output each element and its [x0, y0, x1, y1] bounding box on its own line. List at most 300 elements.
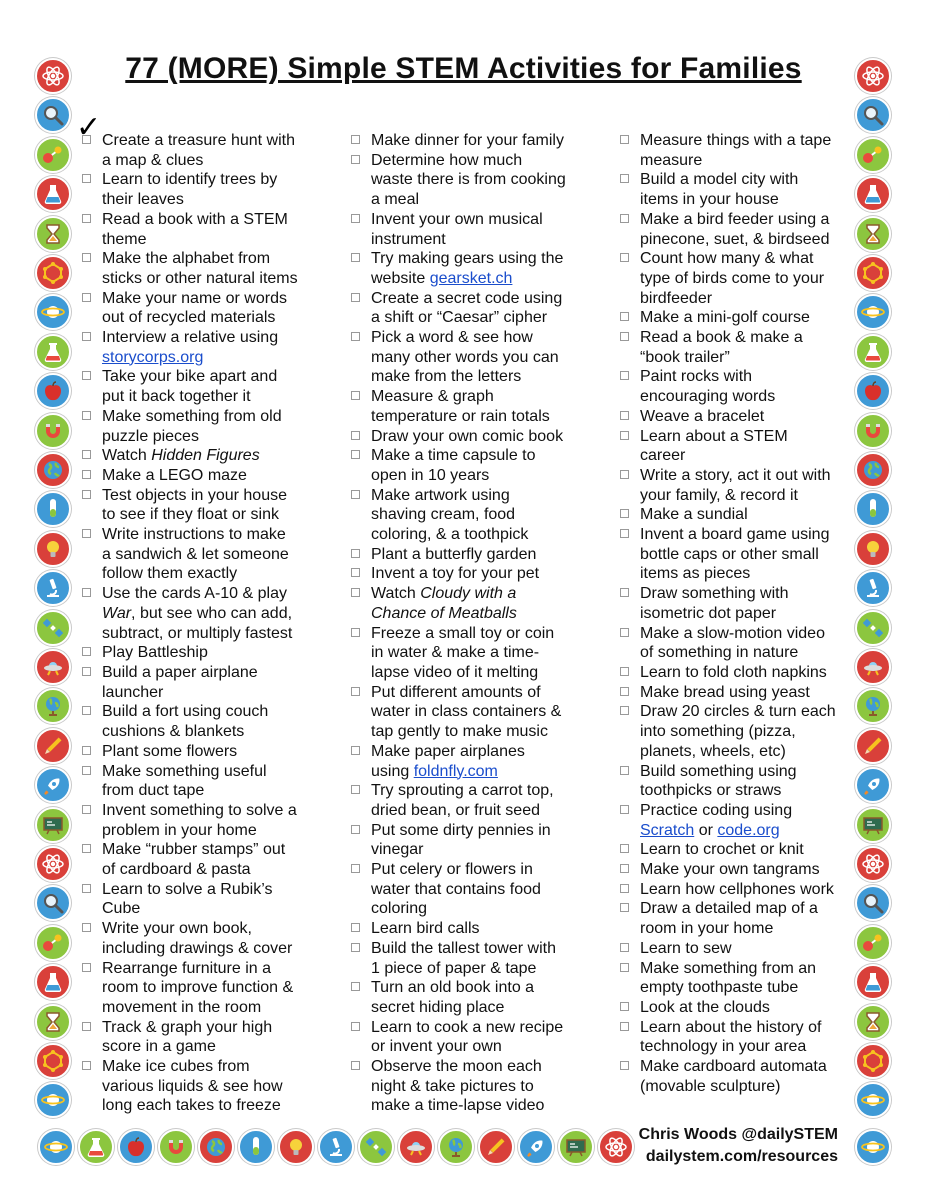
activity-item [349, 328, 601, 387]
activity-item [618, 407, 866, 427]
molecule-icon [855, 137, 891, 173]
activity-item [349, 683, 601, 742]
hourglass-icon [35, 216, 71, 252]
rocket-icon [855, 767, 891, 803]
checkbox[interactable] [82, 174, 91, 183]
magnifier-icon [35, 97, 71, 133]
checkbox[interactable] [82, 490, 91, 499]
checkbox[interactable] [351, 450, 360, 459]
activity-item [618, 328, 866, 367]
activity-text: water that contains food [371, 880, 541, 898]
activity-text: Build a fort using couch [102, 703, 269, 721]
planet-icon [38, 1129, 74, 1165]
activity-item [80, 643, 330, 663]
atom-icon [855, 846, 891, 882]
checkbox[interactable] [351, 864, 360, 873]
chalkboard-icon [855, 807, 891, 843]
checkbox[interactable] [82, 411, 91, 420]
activity-text: a shift or “Caesar” cipher [371, 309, 548, 327]
checkbox[interactable] [620, 312, 629, 321]
activity-text: your family, & record it [640, 486, 798, 504]
checkbox[interactable] [351, 293, 360, 302]
checkbox[interactable] [351, 628, 360, 637]
hourglass-icon [855, 1004, 891, 1040]
activity-item [80, 584, 330, 643]
checkbox[interactable] [620, 706, 629, 715]
activity-text: Draw something with [640, 585, 789, 603]
activity-text: measure [640, 151, 703, 169]
activity-text: a sandwich & let someone [102, 545, 289, 563]
activity-text: Draw 20 circles & turn each [640, 703, 836, 721]
activity-text: their leaves [102, 191, 184, 209]
checkbox[interactable] [82, 332, 91, 341]
checkbox[interactable] [620, 1002, 629, 1011]
checkbox[interactable] [620, 332, 629, 341]
checkbox[interactable] [351, 253, 360, 262]
activity-item [618, 939, 866, 959]
checkbox[interactable] [620, 214, 629, 223]
activity-item [80, 466, 330, 486]
satellite-icon [35, 610, 71, 646]
activity-text: Scratch or code.org [640, 821, 780, 839]
apple-icon [855, 373, 891, 409]
checkbox[interactable] [82, 214, 91, 223]
checkbox[interactable] [620, 253, 629, 262]
microscope-icon [318, 1129, 354, 1165]
checkbox[interactable] [351, 391, 360, 400]
checkbox[interactable] [82, 293, 91, 302]
activity-text: Try making gears using the [371, 250, 564, 268]
checkbox[interactable] [620, 588, 629, 597]
activity-text: launcher [102, 683, 164, 701]
pencil-icon [855, 728, 891, 764]
activity-text: Make paper airplanes [371, 742, 525, 760]
activity-item [80, 249, 330, 288]
activity-text: Play Battleship [102, 644, 208, 662]
activity-text: Create a secret code using [371, 289, 563, 307]
checkbox[interactable] [351, 549, 360, 558]
activity-text: including drawings & cover [102, 939, 293, 957]
checkbox[interactable] [351, 943, 360, 952]
checkbox[interactable] [82, 1061, 91, 1070]
checkbox[interactable] [351, 588, 360, 597]
checkbox[interactable] [620, 371, 629, 380]
activity-text: Make artwork using [371, 486, 510, 504]
ufo-icon [35, 649, 71, 685]
activity-text: Invent something to solve a [102, 801, 297, 819]
checkbox[interactable] [620, 903, 629, 912]
activity-item [349, 151, 601, 210]
ufo-icon [398, 1129, 434, 1165]
activity-text: problem in your home [102, 821, 257, 839]
activity-text: follow them exactly [102, 565, 238, 583]
activity-item [618, 683, 866, 703]
activity-item [80, 762, 330, 801]
magnifier-icon [35, 885, 71, 921]
checkbox[interactable] [351, 746, 360, 755]
activity-text: Learn to sew [640, 939, 732, 957]
activity-text: Take your bike apart and [102, 368, 278, 386]
activity-text: out of recycled materials [102, 309, 276, 327]
world-icon [35, 688, 71, 724]
lightbulb-icon [855, 531, 891, 567]
activity-text: long each takes to freeze [102, 1097, 281, 1115]
activity-text: Learn bird calls [371, 920, 480, 938]
activity-text: lapse video of it melting [371, 663, 539, 681]
magnet-icon [855, 413, 891, 449]
atom-icon [35, 846, 71, 882]
magnet-icon [158, 1129, 194, 1165]
activity-text: Make “rubber stamps” out [102, 841, 286, 859]
activity-text: Make dinner for your family [371, 132, 564, 149]
checkbox[interactable] [351, 923, 360, 932]
activity-text: Make a slow-motion video [640, 624, 825, 642]
activity-text: puzzle pieces [102, 427, 199, 445]
checkbox[interactable] [82, 1022, 91, 1031]
atom-icon [598, 1129, 634, 1165]
activity-item [349, 564, 601, 584]
activity-item [618, 249, 866, 308]
chalkboard-icon [558, 1129, 594, 1165]
activity-text: Draw a detailed map of a [640, 900, 818, 918]
checkbox[interactable] [82, 706, 91, 715]
activity-text: Paint rocks with [640, 368, 753, 386]
activity-text: sticks or other natural items [102, 269, 298, 287]
link[interactable]: storycorps.org [102, 348, 204, 366]
checkbox[interactable] [620, 884, 629, 893]
checkbox[interactable] [620, 431, 629, 440]
activity-text: water in class containers & [371, 703, 562, 721]
flask-icon [855, 964, 891, 1000]
checkbox[interactable] [82, 588, 91, 597]
globe-icon [198, 1129, 234, 1165]
atom-icon [35, 58, 71, 94]
molecule-icon [855, 925, 891, 961]
activity-text: Make ice cubes from [102, 1058, 250, 1076]
world-icon [438, 1129, 474, 1165]
activity-text [102, 349, 203, 366]
activity-item [349, 939, 601, 978]
link[interactable]: gearsket.ch [429, 269, 513, 287]
network-icon [35, 255, 71, 291]
activity-text: Track & graph your high [102, 1018, 273, 1036]
activity-text: Use the cards A-10 & play [102, 585, 287, 603]
checkbox[interactable] [82, 923, 91, 932]
checkbox[interactable] [620, 963, 629, 972]
activity-text: Plant some flowers [102, 742, 238, 760]
activity-item [618, 525, 866, 584]
activity-text: Test objects in your house [102, 486, 287, 504]
activity-text: Turn an old book into a [371, 979, 535, 997]
activity-item [80, 959, 330, 1018]
activity-text: (movable sculpture) [640, 1077, 781, 1095]
activity-text: of something in nature [640, 644, 799, 662]
activity-item [80, 663, 330, 702]
activity-text: Invent a toy for your pet [371, 565, 540, 583]
checkbox[interactable] [620, 687, 629, 696]
activity-text: coloring [371, 900, 428, 918]
activity-text: a meal [371, 191, 420, 209]
checkbox[interactable] [82, 766, 91, 775]
activity-text: Plant a butterfly garden [371, 545, 537, 563]
checkbox[interactable] [351, 155, 360, 164]
checkbox[interactable] [82, 253, 91, 262]
activity-text: room to improve function & [102, 979, 294, 997]
activity-text: Make a time capsule to [371, 447, 536, 465]
network-icon [35, 1043, 71, 1079]
activity-text: put it back together it [102, 388, 251, 406]
activity-item [80, 525, 330, 584]
checkbox[interactable] [82, 529, 91, 538]
checkbox[interactable] [351, 135, 360, 144]
activity-item [618, 1018, 866, 1057]
activity-text: Learn to cook a new recipe [371, 1018, 564, 1036]
link[interactable]: foldnfly.com [413, 762, 498, 780]
activity-text: Invent a board game using [640, 526, 830, 544]
activity-text: Build a paper airplane [102, 663, 258, 681]
test-tube-icon [35, 491, 71, 527]
italic-title: War [102, 604, 132, 622]
ufo-icon [855, 649, 891, 685]
activity-item [349, 624, 601, 683]
activity-text: Build something using [640, 762, 797, 780]
activity-column-1 [76, 110, 330, 1116]
activity-item [349, 1057, 601, 1116]
activity-text: Make your name or words [102, 289, 287, 307]
activity-text: Watch Cloudy with a [371, 585, 517, 603]
test-tube-icon [855, 491, 891, 527]
activity-text: Read a book with a STEM [102, 210, 288, 228]
link[interactable]: code.org [717, 821, 780, 839]
activity-text: Make the alphabet from [102, 250, 271, 268]
activity-text: Draw your own comic book [371, 427, 564, 445]
activity-text [371, 605, 517, 622]
lightbulb-icon [278, 1129, 314, 1165]
activity-item [618, 840, 866, 860]
checkbox[interactable] [82, 450, 91, 459]
activity-text: Write a story, act it out with [640, 466, 831, 484]
network-icon [855, 1043, 891, 1079]
activity-text: make from the letters [371, 368, 522, 386]
activity-text: Observe the moon each [371, 1058, 542, 1076]
activity-item [618, 998, 866, 1018]
checkbox[interactable] [82, 963, 91, 972]
checkbox[interactable] [620, 805, 629, 814]
activity-item [349, 387, 601, 426]
checkbox[interactable] [351, 568, 360, 577]
checkbox[interactable] [620, 135, 629, 144]
activity-text: waste there is from cooking [371, 171, 566, 189]
planet-icon [35, 1082, 71, 1118]
activity-item [618, 505, 866, 525]
activity-item [349, 545, 601, 565]
activity-item [618, 170, 866, 209]
checkbox[interactable] [82, 470, 91, 479]
checkbox[interactable] [82, 844, 91, 853]
activity-item [349, 427, 601, 447]
activity-item [80, 367, 330, 406]
activity-text: Make a sundial [640, 506, 748, 524]
activity-item [618, 702, 866, 761]
activity-text: Invent your own musical [371, 210, 543, 228]
apple-icon [35, 373, 71, 409]
activity-text: Make bread using yeast [640, 683, 810, 701]
activity-item [349, 289, 601, 328]
activity-text: Read a book & make a [640, 329, 803, 347]
beaker-icon [35, 334, 71, 370]
activity-text: theme [102, 230, 147, 248]
activity-item [618, 860, 866, 880]
activity-item [80, 407, 330, 446]
planet-icon [855, 1129, 891, 1165]
molecule-icon [35, 137, 71, 173]
checkbox[interactable] [82, 805, 91, 814]
checkbox[interactable] [620, 174, 629, 183]
activity-text: vinegar [371, 841, 424, 859]
activity-item [349, 781, 601, 820]
checkbox[interactable] [351, 214, 360, 223]
hourglass-icon [35, 1004, 71, 1040]
checkbox[interactable] [351, 431, 360, 440]
activity-item [349, 446, 601, 485]
checkbox[interactable] [351, 1022, 360, 1031]
checkbox[interactable] [620, 1061, 629, 1070]
checkbox[interactable] [82, 371, 91, 380]
activity-text: a map & clues [102, 151, 204, 169]
activity-text: items as pieces [640, 565, 751, 583]
activity-text: instrument [371, 230, 446, 248]
activity-column-2 [349, 131, 601, 1116]
checkbox[interactable] [351, 687, 360, 696]
activity-text: Look at the clouds [640, 998, 770, 1016]
activity-item [618, 367, 866, 406]
checkbox[interactable] [620, 844, 629, 853]
activity-item [80, 919, 330, 958]
checkbox[interactable] [620, 864, 629, 873]
checkbox[interactable] [620, 470, 629, 479]
activity-text: or invent your own [371, 1038, 502, 1056]
beaker-icon [78, 1129, 114, 1165]
activity-item [618, 210, 866, 249]
checkbox[interactable] [351, 1061, 360, 1070]
magnifier-icon [855, 885, 891, 921]
checkbox[interactable] [351, 490, 360, 499]
activity-text: Write instructions to make [102, 526, 286, 544]
checkbox[interactable] [351, 332, 360, 341]
activity-text: empty toothpaste tube [640, 979, 799, 997]
checkbox[interactable] [620, 628, 629, 637]
activity-text: type of birds come to your [640, 269, 825, 287]
magnifier-icon [855, 97, 891, 133]
activity-item [618, 131, 866, 170]
activity-item [80, 702, 330, 741]
checkbox[interactable] [82, 884, 91, 893]
italic-title: Hidden Figures [151, 447, 260, 465]
activity-text: Make a LEGO maze [102, 466, 247, 484]
activity-text: website gearsket.ch [371, 269, 513, 287]
checkbox[interactable] [351, 825, 360, 834]
activity-item [349, 486, 601, 545]
apple-icon [118, 1129, 154, 1165]
activity-text: Learn to identify trees by [102, 171, 278, 189]
activity-text: Measure & graph [371, 388, 494, 406]
activity-item [618, 1057, 866, 1096]
activity-text: Pick a word & see how [371, 329, 533, 347]
checkbox[interactable] [82, 746, 91, 755]
activity-text: tap gently to make music [371, 723, 548, 741]
checkbox[interactable] [620, 529, 629, 538]
activity-text: Build the tallest tower with [371, 939, 556, 957]
checkbox[interactable] [620, 1022, 629, 1031]
flask-icon [855, 176, 891, 212]
satellite-icon [855, 610, 891, 646]
activity-item [349, 210, 601, 249]
activity-text: temperature or rain totals [371, 407, 550, 425]
checkbox[interactable] [82, 647, 91, 656]
rocket-icon [518, 1129, 554, 1165]
globe-icon [855, 452, 891, 488]
activity-text: of cardboard & pasta [102, 861, 251, 879]
activity-text: movement in the room [102, 998, 262, 1016]
activity-item [349, 821, 601, 860]
checkbox[interactable] [620, 766, 629, 775]
link[interactable]: Scratch [640, 821, 695, 839]
planet-icon [855, 294, 891, 330]
activity-text: using foldnfly.com [371, 762, 498, 780]
italic-title: Chance of Meatballs [371, 604, 517, 622]
activity-text: Make cardboard automata [640, 1058, 827, 1076]
activity-item [618, 584, 866, 623]
planet-icon [35, 294, 71, 330]
activity-text: many other words you can [371, 348, 559, 366]
activity-item [80, 486, 330, 525]
flask-icon [35, 176, 71, 212]
activity-text: Build a model city with [640, 171, 799, 189]
activity-text: Count how many & what [640, 250, 814, 268]
world-icon [855, 688, 891, 724]
checkbox[interactable] [620, 411, 629, 420]
activity-text: career [640, 447, 686, 465]
activity-text: from duct tape [102, 782, 205, 800]
italic-title: Cloudy with a [420, 585, 517, 603]
checkbox[interactable] [620, 667, 629, 676]
activity-text: pinecone, suet, & birdseed [640, 230, 830, 248]
network-icon [855, 255, 891, 291]
checkbox[interactable] [620, 943, 629, 952]
activity-text: various liquids & see how [102, 1077, 283, 1095]
activity-item [80, 210, 330, 249]
activity-text: Learn about the history of [640, 1018, 822, 1036]
activity-item [349, 742, 601, 781]
page-title: 77 (MORE) Simple STEM Activities for Families [125, 52, 802, 85]
credit-block [600, 1124, 838, 1168]
activity-text: Rearrange furniture in a [102, 959, 271, 977]
checkbox[interactable] [351, 785, 360, 794]
activity-text: “book trailer” [640, 348, 730, 366]
activity-text: 1 piece of paper & tape [371, 959, 537, 977]
activity-item [80, 801, 330, 840]
activity-text: Make a mini-golf course [640, 309, 810, 327]
checkbox[interactable] [82, 667, 91, 676]
activity-item [76, 110, 330, 170]
activity-text: make a time-lapse video [371, 1097, 545, 1115]
checkbox[interactable] [351, 982, 360, 991]
activity-text: cushions & blankets [102, 723, 245, 741]
checkbox[interactable] [620, 509, 629, 518]
globe-icon [35, 452, 71, 488]
activity-text: in water & make a time- [371, 644, 540, 662]
activity-text: Learn to fold cloth napkins [640, 663, 827, 681]
